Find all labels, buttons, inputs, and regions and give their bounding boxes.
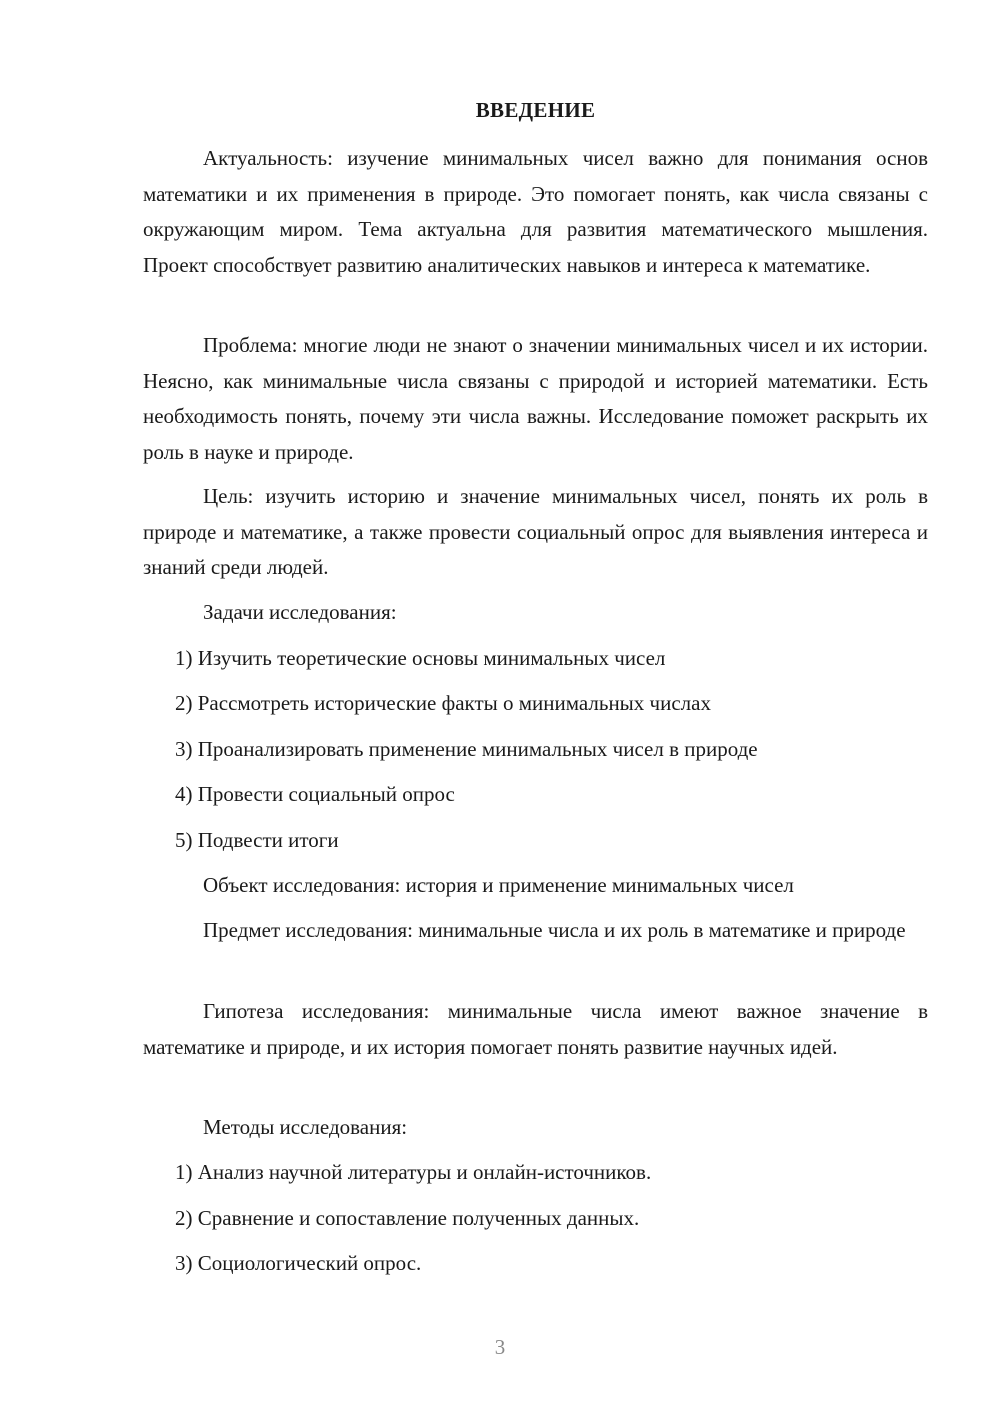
method-item: 1) Анализ научной литературы и онлайн-источников. (175, 1160, 652, 1184)
goal-paragraph: Цель: изучить историю и значение минимальных чисел, понять их роль в природе и математике, а также провести социальный опрос для выявления интереса и знаний среди людей. (143, 484, 928, 579)
task-item: 1) Изучить теоретические основы минимальных чисел (175, 646, 666, 670)
tasks-heading: Задачи исследования: (203, 600, 397, 624)
methods-heading: Методы исследования: (203, 1115, 408, 1139)
relevance-paragraph: Актуальность: изучение минимальных чисел важно для понимания основ математики и их применения в природе. Это помогает понять, как числа связаны с окружающим миром. Тема актуальна для развития математического мышления. Проект способствует развитию аналитических навыков и интереса к математике. (143, 146, 928, 277)
task-item: 5) Подвести итоги (175, 828, 339, 852)
section-title: ВВЕДЕНИЕ (475, 98, 596, 122)
task-item: 2) Рассмотреть исторические факты о минимальных числах (175, 691, 711, 715)
problem-paragraph: Проблема: многие люди не знают о значении минимальных чисел и их истории. Неясно, как минимальные числа связаны с природой и историей математики. Есть необходимость понять, почему эти числа важны. Исследование поможет раскрыть их роль в науке и природе. (143, 333, 928, 464)
method-item: 3) Социологический опрос. (175, 1251, 422, 1275)
task-item: 3) Проанализировать применение минимальных чисел в природе (175, 737, 758, 761)
research-subject: Предмет исследования: минимальные числа и их роль в математике и природе (203, 918, 906, 942)
research-object: Объект исследования: история и применение минимальных чисел (203, 873, 794, 897)
task-item: 4) Провести социальный опрос (175, 782, 455, 806)
page-number: 3 (494, 1335, 506, 1359)
method-item: 2) Сравнение и сопоставление полученных данных. (175, 1206, 640, 1230)
research-hypothesis: Гипотеза исследования: минимальные числа имеют важное значение в математике и природе, и их история помогает понять развитие научных идей. (143, 999, 928, 1059)
